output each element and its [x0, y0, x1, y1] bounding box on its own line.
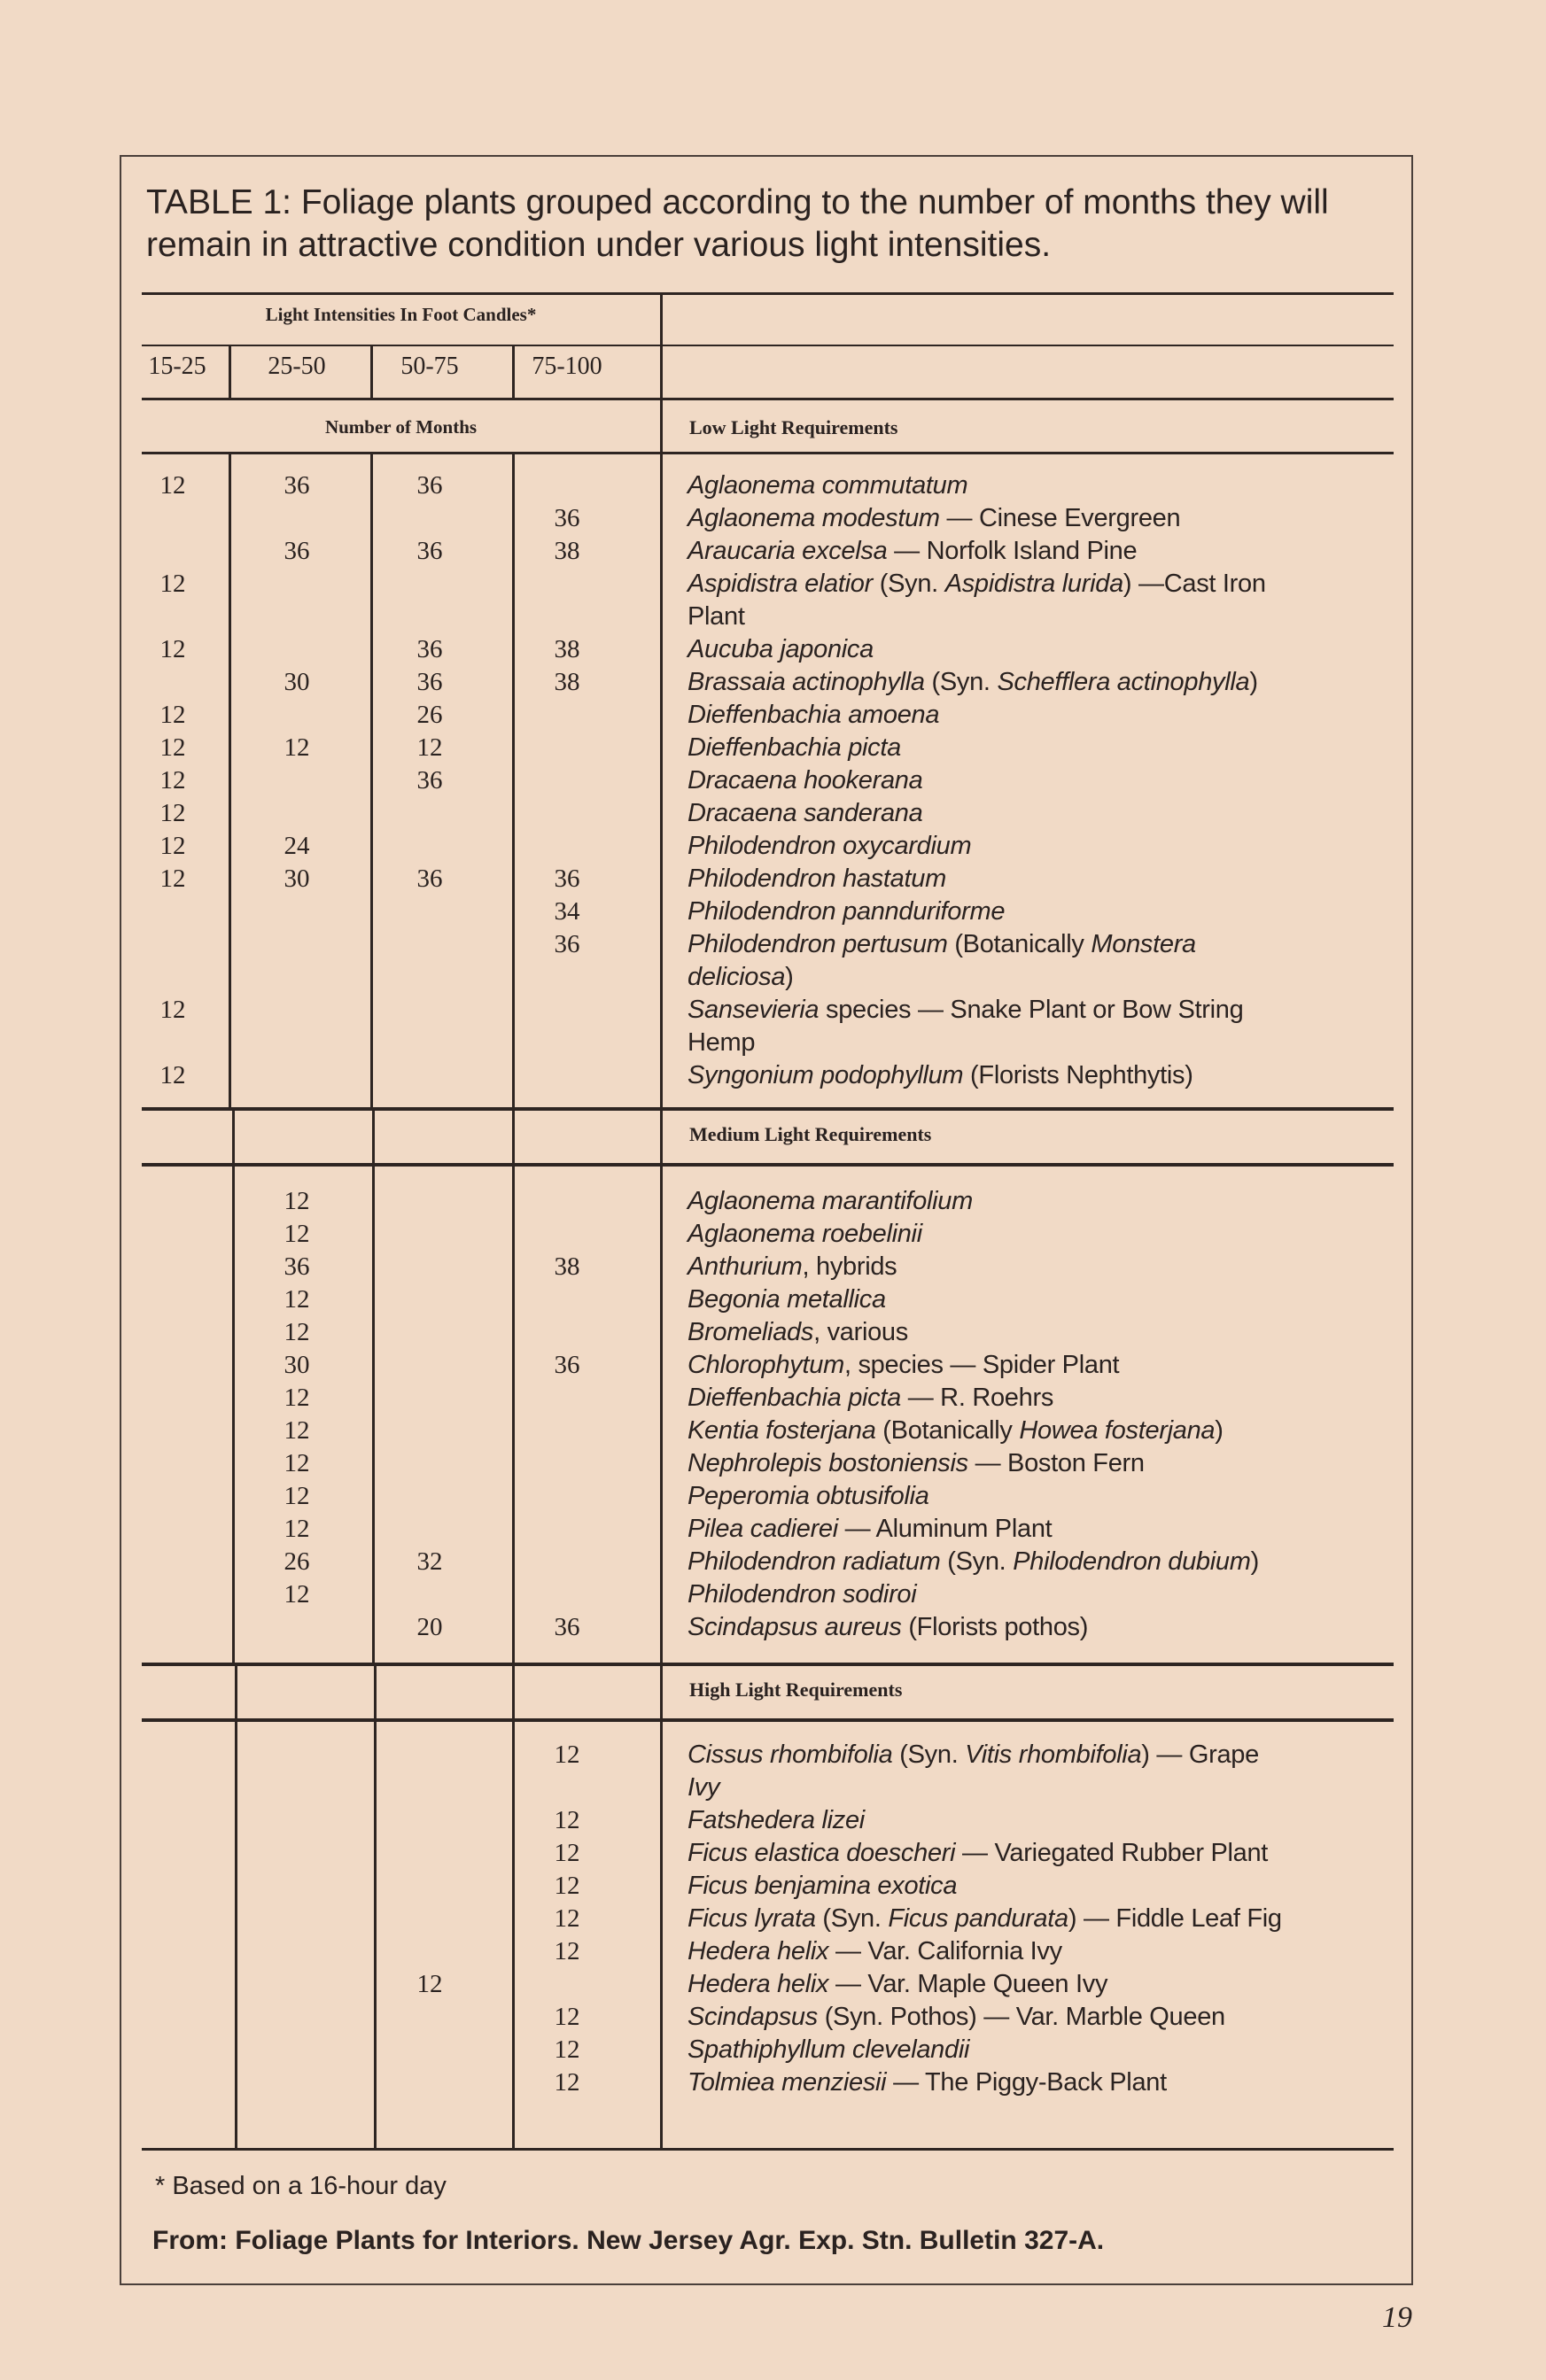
- plant-name: Philodendron sodiroi: [688, 1580, 917, 1609]
- months-cell: 32: [416, 1547, 443, 1576]
- months-cell: 12: [554, 1872, 580, 1900]
- plant-name: Dracaena sanderana: [688, 799, 923, 827]
- months-cell: 12: [284, 1515, 310, 1543]
- months-cell: 12: [284, 1449, 310, 1477]
- table-row: [142, 1935, 1400, 1968]
- table-row: [142, 502, 1400, 535]
- source-citation: From: Foliage Plants for Interiors. New Jersey Agr. Exp. Stn. Bulletin 327-A.: [152, 2226, 1105, 2255]
- plant-name: Ficus elastica doescheri — Variegated Rubber Plant: [688, 1839, 1269, 1867]
- months-cell: 12: [284, 1318, 310, 1346]
- months-cell: 34: [554, 897, 580, 926]
- footnote: * Based on a 16-hour day: [155, 2172, 447, 2200]
- months-cell: 12: [159, 832, 186, 860]
- months-cell: 36: [554, 930, 580, 958]
- rule-bottom: [142, 2148, 1394, 2151]
- medium-light-title: Medium Light Requirements: [689, 1123, 932, 1145]
- plant-name: Kentia fosterjana (Botanically Howea fosterjana): [688, 1416, 1224, 1445]
- plant-name: Brassaia actinophylla (Syn. Schefflera actinophylla): [688, 668, 1258, 696]
- plant-name: Aglaonema roebelinii: [688, 1220, 922, 1248]
- months-cell: 12: [284, 1416, 310, 1445]
- light-intensities-header: Light Intensities In Foot Candles*: [265, 304, 537, 325]
- months-cell: 12: [284, 1482, 310, 1510]
- table-row: [142, 568, 1400, 631]
- plant-name: Ficus lyrata (Syn. Ficus pandurata) — Fiddle Leaf Fig: [688, 1904, 1282, 1933]
- table-row: [142, 1480, 1400, 1513]
- plant-name: Hedera helix — Var. Maple Queen Ivy: [688, 1970, 1108, 1998]
- months-cell: 12: [159, 766, 186, 795]
- table-row: [142, 666, 1400, 699]
- plant-name: Scindapsus (Syn. Pothos) — Var. Marble Queen: [688, 2003, 1225, 2031]
- table-row: [142, 1382, 1400, 1415]
- table-row: [142, 1316, 1400, 1349]
- table-row: [142, 1870, 1400, 1903]
- number-of-months-header: Number of Months: [324, 416, 478, 438]
- months-cell: 36: [554, 864, 580, 893]
- months-cell: 38: [554, 635, 580, 663]
- divider-col2-head: [370, 345, 373, 398]
- table-row: [142, 830, 1400, 863]
- table-row: [142, 1447, 1400, 1480]
- months-cell: 12: [159, 1061, 186, 1089]
- rule-high-bottom: [142, 1718, 1394, 1722]
- col-25-50: 25-50: [268, 353, 326, 380]
- plant-name: Dracaena hookerana: [688, 766, 923, 795]
- months-cell: 12: [554, 1937, 580, 1965]
- months-cell: 36: [284, 471, 310, 500]
- months-cell: 20: [416, 1613, 443, 1641]
- table-row: [142, 1837, 1400, 1870]
- plant-name: Cissus rhombifolia (Syn. Vitis rhombifolia) — Grape Ivy: [688, 1740, 1259, 1802]
- months-cell: 36: [554, 1613, 580, 1641]
- col-15-25: 15-25: [148, 353, 206, 380]
- rule-header-1: [142, 345, 1394, 346]
- table-row: [142, 633, 1400, 666]
- col-75-100: 75-100: [532, 353, 602, 380]
- months-cell: 12: [554, 1839, 580, 1867]
- plant-name: Bromeliads, various: [688, 1318, 908, 1346]
- months-cell: 30: [284, 668, 310, 696]
- months-cell: 38: [554, 1252, 580, 1281]
- rule-medium-bottom: [142, 1163, 1394, 1167]
- plant-name: Aucuba japonica: [688, 635, 874, 663]
- months-cell: 12: [284, 1384, 310, 1412]
- plant-name: Scindapsus aureus (Florists pothos): [688, 1613, 1089, 1641]
- table-row: [142, 2034, 1400, 2066]
- months-cell: 36: [416, 635, 443, 663]
- months-cell: 12: [284, 1187, 310, 1215]
- months-cell: 12: [284, 1220, 310, 1248]
- plant-name: Anthurium, hybrids: [688, 1252, 897, 1281]
- table-row: [142, 797, 1400, 830]
- rule-high-top: [142, 1663, 1394, 1666]
- table-row: [142, 1283, 1400, 1316]
- table-row: [142, 1903, 1400, 1935]
- months-cell: 26: [284, 1547, 310, 1576]
- months-cell: 12: [159, 733, 186, 762]
- plant-name: Nephrolepis bostoniensis — Boston Fern: [688, 1449, 1145, 1477]
- table-row: [142, 469, 1400, 502]
- plant-name: Spathiphyllum clevelandii: [688, 2035, 970, 2064]
- plant-name: Sansevieria species — Snake Plant or Bow String Hemp: [688, 996, 1244, 1057]
- table-row: [142, 1513, 1400, 1546]
- table-row: [142, 1546, 1400, 1578]
- months-cell: 38: [554, 537, 580, 565]
- months-cell: 24: [284, 832, 310, 860]
- plant-name: Dieffenbachia amoena: [688, 701, 940, 729]
- table-row: [142, 699, 1400, 732]
- months-cell: 12: [284, 733, 310, 762]
- plant-name: Aglaonema marantifolium: [688, 1187, 973, 1215]
- table-row: [142, 863, 1400, 895]
- rule-header-3: [142, 452, 1394, 454]
- table-row: [142, 895, 1400, 928]
- months-cell: 36: [416, 668, 443, 696]
- months-cell: 12: [284, 1285, 310, 1314]
- table-row: [142, 994, 1400, 1057]
- months-cell: 36: [416, 766, 443, 795]
- table-row: [142, 1739, 1400, 1802]
- months-cell: 12: [416, 733, 443, 762]
- months-cell: 36: [416, 537, 443, 565]
- months-cell: 36: [554, 1351, 580, 1379]
- months-cell: 12: [284, 1580, 310, 1609]
- plant-name: Peperomia obtusifolia: [688, 1482, 929, 1510]
- months-cell: 36: [416, 864, 443, 893]
- months-cell: 12: [159, 864, 186, 893]
- table-row: [142, 1578, 1400, 1611]
- page-number: 19: [1382, 2301, 1412, 2334]
- months-cell: 36: [554, 504, 580, 532]
- table-row: [142, 2066, 1400, 2099]
- months-cell: 12: [159, 799, 186, 827]
- table-row: [142, 1185, 1400, 1218]
- col-50-75: 50-75: [400, 353, 459, 380]
- plant-name: Fatshedera lizei: [688, 1806, 865, 1834]
- plant-name: Philodendron hastatum: [688, 864, 946, 893]
- months-cell: 12: [159, 996, 186, 1024]
- months-cell: 12: [554, 1806, 580, 1834]
- table-row: [142, 732, 1400, 764]
- plant-name: Philodendron pannduriforme: [688, 897, 1006, 926]
- plant-name: Hedera helix — Var. California Ivy: [688, 1937, 1062, 1965]
- divider-col1-head: [229, 345, 231, 398]
- rule-medium-top: [142, 1107, 1394, 1111]
- plant-name: Ficus benjamina exotica: [688, 1872, 958, 1900]
- plant-name: Aglaonema modestum — Cinese Evergreen: [688, 504, 1181, 532]
- rule-header-2: [142, 398, 1394, 400]
- months-cell: 12: [416, 1970, 443, 1998]
- months-cell: 30: [284, 1351, 310, 1379]
- table-row: [142, 1059, 1400, 1092]
- plant-name: Begonia metallica: [688, 1285, 886, 1314]
- low-light-title: Low Light Requirements: [689, 416, 898, 438]
- months-cell: 38: [554, 668, 580, 696]
- plant-name: Philodendron radiatum (Syn. Philodendron dubium): [688, 1547, 1259, 1576]
- months-cell: 36: [416, 471, 443, 500]
- plant-name: Dieffenbachia picta — R. Roehrs: [688, 1384, 1054, 1412]
- months-cell: 12: [554, 1740, 580, 1769]
- table-row: [142, 535, 1400, 568]
- months-cell: 12: [159, 471, 186, 500]
- plant-name: Philodendron oxycardium: [688, 832, 972, 860]
- table-title: TABLE 1: Foliage plants grouped according to the number of months they will remain in attractive condition under various light intensities.: [146, 183, 1329, 264]
- months-cell: 12: [554, 1904, 580, 1933]
- months-cell: 36: [284, 537, 310, 565]
- table-row: [142, 764, 1400, 797]
- plant-name: Pilea cadierei — Aluminum Plant: [688, 1515, 1053, 1543]
- table-row: [142, 1611, 1400, 1644]
- months-cell: 36: [284, 1252, 310, 1281]
- table-row: [142, 1349, 1400, 1382]
- months-cell: 26: [416, 701, 443, 729]
- months-cell: 12: [159, 570, 186, 598]
- high-light-title: High Light Requirements: [689, 1678, 903, 1701]
- table-row: [142, 1218, 1400, 1251]
- table-row: [142, 1251, 1400, 1283]
- months-cell: 12: [159, 701, 186, 729]
- plant-name: Dieffenbachia picta: [688, 733, 901, 762]
- plant-name: Tolmiea menziesii — The Piggy-Back Plant: [688, 2068, 1167, 2097]
- plant-name: Syngonium podophyllum (Florists Nephthytis): [688, 1061, 1193, 1089]
- months-cell: 12: [159, 635, 186, 663]
- table-row: [142, 928, 1400, 991]
- table-row: [142, 1415, 1400, 1447]
- months-cell: 12: [554, 2003, 580, 2031]
- table-row: [142, 1968, 1400, 2001]
- months-cell: 30: [284, 864, 310, 893]
- rule-top: [142, 292, 1394, 295]
- months-cell: 12: [554, 2068, 580, 2097]
- table-row: [142, 2001, 1400, 2034]
- plant-name: Chlorophytum, species — Spider Plant: [688, 1351, 1120, 1379]
- plant-name: Aspidistra elatior (Syn. Aspidistra lurida) —Cast Iron Plant: [688, 570, 1266, 631]
- plant-name: Aglaonema commutatum: [688, 471, 968, 500]
- plant-name: Araucaria excelsa — Norfolk Island Pine: [688, 537, 1138, 565]
- table-row: [142, 1804, 1400, 1837]
- months-cell: 12: [554, 2035, 580, 2064]
- divider-col3-head: [512, 345, 515, 398]
- plant-name: Philodendron pertusum (Botanically Monstera deliciosa): [688, 930, 1196, 991]
